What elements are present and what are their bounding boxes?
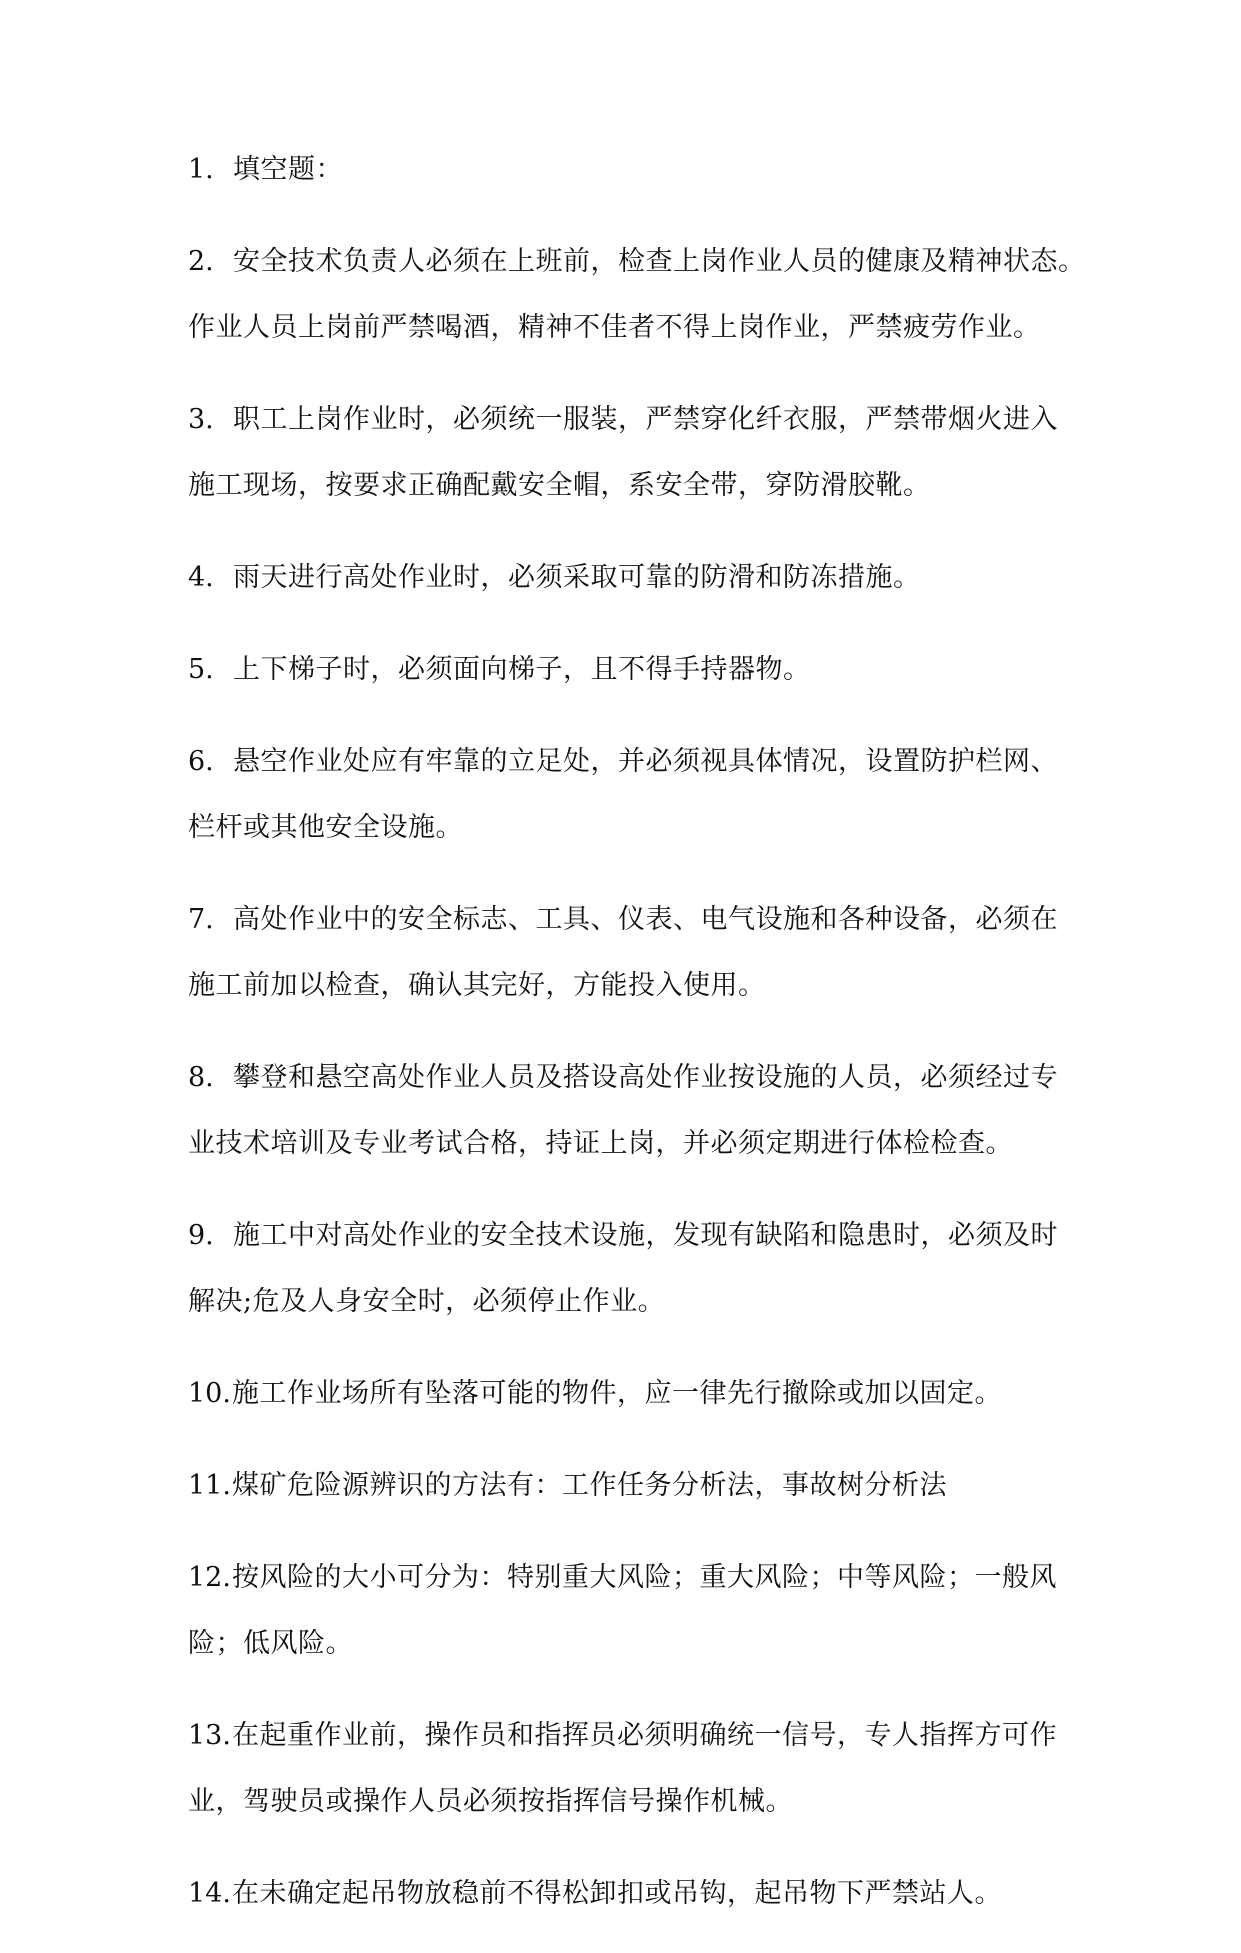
item-number: 12.: [188, 1562, 231, 1593]
item-text: [188, 1045, 1100, 1177]
item-line: 悬空作业处应有牢靠的立足处，并必须视具体情况，设置防护栏网、: [233, 746, 1058, 777]
list-item: [188, 1361, 1100, 1427]
item-text: [233, 137, 1100, 203]
list-item: [188, 545, 1100, 611]
item-line: 填空题：: [233, 154, 343, 185]
item-line: 高处作业中的安全标志、工具、仪表、电气设施和各种设备，必须在: [233, 904, 1058, 935]
item-line: 雨天进行高处作业时，必须采取可靠的防滑和防冻措施。: [233, 562, 921, 593]
list-item: [188, 387, 1100, 519]
item-number: 4.: [188, 562, 214, 593]
item-line: 攀登和悬空高处作业人员及搭设高处作业按设施的人员，必须经过专: [233, 1062, 1058, 1093]
item-number: 9.: [188, 1220, 214, 1251]
item-line: 作业人员上岗前严禁喝酒，精神不佳者不得上岗作业，严禁疲劳作业。: [188, 312, 1041, 343]
item-number: 11.: [188, 1470, 231, 1501]
list-item: [188, 887, 1100, 1019]
item-line: 业，驾驶员或操作人员必须按指挥信号操作机械。: [188, 1786, 793, 1817]
item-line: 安全技术负责人必须在上班前，检查上岗作业人员的健康及精神状态。: [233, 246, 1086, 277]
item-line: 业技术培训及专业考试合格，持证上岗，并必须定期进行体检检查。: [188, 1128, 1013, 1159]
list-item: [188, 1453, 1100, 1519]
item-number: 13.: [188, 1720, 231, 1751]
item-text: [232, 1453, 1100, 1519]
list-item: [188, 137, 1100, 203]
list-item: [188, 1045, 1100, 1177]
item-number: 10.: [188, 1378, 231, 1409]
list-item: [188, 729, 1100, 861]
list-item: [188, 229, 1100, 361]
item-text: [232, 1861, 1100, 1927]
item-number: 6.: [188, 746, 214, 777]
document-body: [188, 137, 1100, 1953]
item-text: [188, 1203, 1100, 1335]
item-number: 3.: [188, 404, 214, 435]
list-item: [188, 1861, 1100, 1927]
item-line: 上下梯子时，必须面向梯子，且不得手持器物。: [233, 654, 811, 685]
item-number: 5.: [188, 654, 214, 685]
item-text: [188, 229, 1100, 361]
item-text: [188, 887, 1100, 1019]
item-line: 施工作业场所有坠落可能的物件，应一律先行撤除或加以固定。: [232, 1378, 1002, 1409]
item-line: 解决;危及人身安全时，必须停止作业。: [188, 1286, 666, 1317]
list-item: [188, 637, 1100, 703]
item-line: 职工上岗作业时，必须统一服装，严禁穿化纤衣服，严禁带烟火进入: [233, 404, 1058, 435]
item-line: 在未确定起吊物放稳前不得松卸扣或吊钩，起吊物下严禁站人。: [232, 1878, 1002, 1909]
item-text: [232, 1361, 1100, 1427]
list-item: [188, 1545, 1100, 1677]
item-line: 施工现场，按要求正确配戴安全帽，系安全带，穿防滑胶靴。: [188, 470, 931, 501]
item-text: [233, 637, 1100, 703]
item-number: 14.: [188, 1878, 231, 1909]
item-number: 2.: [188, 246, 214, 277]
item-text: [233, 545, 1100, 611]
item-line: 煤矿危险源辨识的方法有：工作任务分析法，事故树分析法: [232, 1470, 947, 1501]
item-line: 施工中对高处作业的安全技术设施，发现有缺陷和隐患时，必须及时: [233, 1220, 1058, 1251]
item-text: [188, 729, 1100, 861]
item-number: 8.: [188, 1062, 214, 1093]
list-item: [188, 1203, 1100, 1335]
item-line: 栏杆或其他安全设施。: [188, 812, 463, 843]
list-item: [188, 1703, 1100, 1835]
item-line: 施工前加以检查，确认其完好，方能投入使用。: [188, 970, 766, 1001]
item-line: 在起重作业前，操作员和指挥员必须明确统一信号，专人指挥方可作: [232, 1720, 1057, 1751]
item-number: 7.: [188, 904, 214, 935]
item-line: 险；低风险。: [188, 1628, 353, 1659]
item-text: [188, 387, 1100, 519]
item-line: 按风险的大小可分为：特别重大风险；重大风险；中等风险；一般风: [232, 1562, 1057, 1593]
item-number: 1.: [188, 154, 214, 185]
